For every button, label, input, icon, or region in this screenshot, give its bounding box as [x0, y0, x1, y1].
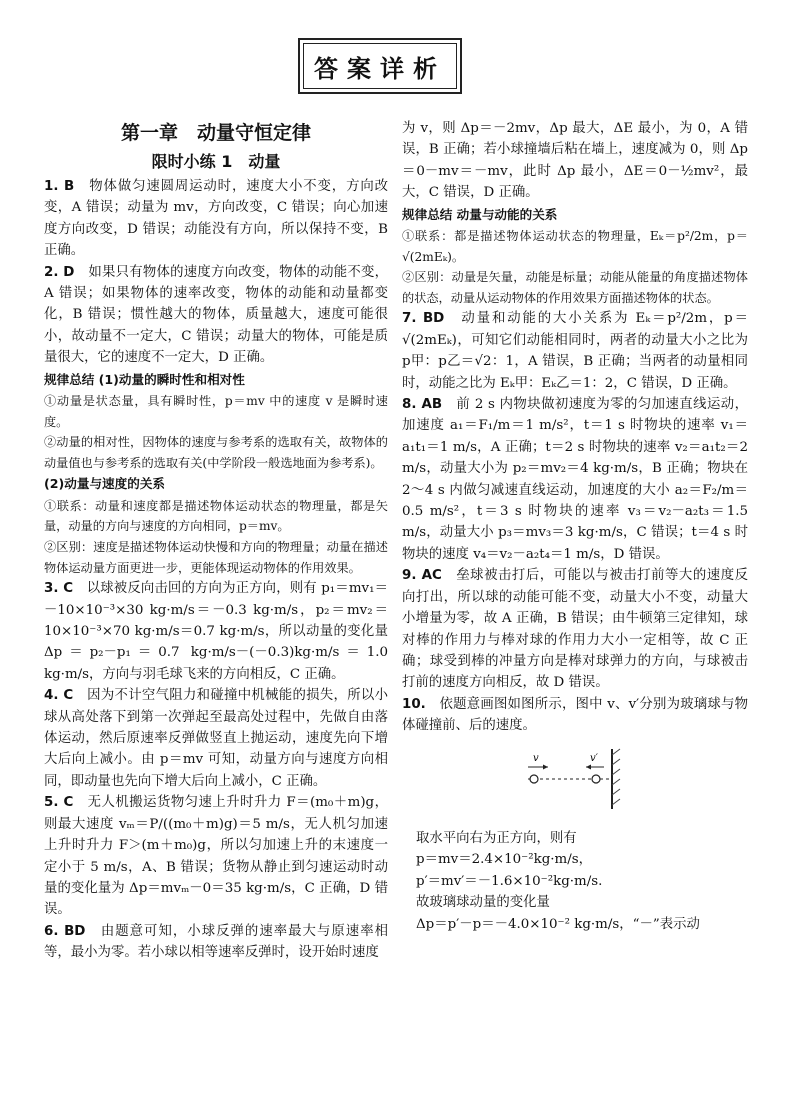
question-number: 5. C: [44, 795, 74, 811]
answer-text: 依题意画图如图所示，图中 v、v′分别为玻璃球与物体碰撞前、后的速度。: [402, 696, 748, 734]
answer-text: 由题意可知，小球反弹的速率最大与原速率相等，最小为零。若小球以相等速率反弹时，设开始时速度: [44, 923, 388, 961]
answer-paragraph: [402, 565, 748, 693]
answer-text: (1)动量的瞬时性和相对性: [98, 371, 245, 387]
answer-text: 动量与动能的关系: [456, 206, 558, 222]
chapter-title: 第一章 动量守恒定律: [120, 122, 311, 144]
question-number: 6. BD: [44, 923, 86, 939]
answer-text: ②区别：动量是矢量，动能是标量；动能从能量的角度描述物体的状态，动量从运动物体的作用效果方面描述物体的状态。: [402, 270, 748, 305]
question-number: 7. BD: [402, 311, 445, 327]
answer-text: 动量和动能的大小关系为 Eₖ＝p²/2m，p＝√(2mEₖ)，可知它们动能相同时，两者的动量大小之比为 p甲：p乙＝√2：1，A 错误，B 正确；当两者的动量相同时，动能之比为 Eₖ甲：Eₖ乙＝1：2，C 错误，D 正确。: [402, 311, 749, 391]
question-number: 4. C: [44, 688, 74, 704]
collision-diagram: [520, 745, 640, 813]
answer-paragraph: [44, 391, 388, 432]
answer-text: ②区别：速度是描述物体运动快慢和方向的物理量；动量在描述物体运动量方面更进一步，更能体现运动物体的作用效果。: [44, 540, 388, 575]
answer-paragraph: [44, 432, 388, 473]
solution-line: p＝mv＝2.4×10⁻²kg·m/s，: [416, 852, 593, 868]
question-number: 3. C: [44, 581, 74, 597]
summary-label: 规律总结: [402, 206, 453, 222]
answer-text: (2)动量与速度的关系: [44, 476, 166, 492]
answer-paragraph: [402, 204, 748, 226]
answer-paragraph: [44, 578, 388, 685]
label-v-prime: v′: [590, 752, 598, 764]
answer-text: ②动量的相对性，因物体的速度与参考系的选取有关，故物体的动量值也与参考系的选取有关(中学阶段一般选地面为参考系)。: [44, 435, 388, 470]
answer-text: 垒球被击打后，可能以与被击打前等大的速度反向打出，所以球的动能可能不变，动量大小不变，动量大小增量为零，故 A 正确，B 错误；由牛顿第三定律知，球对棒的作用力与棒对球的作用力大小一定相等，故 C 正确；球受到棒的冲量方向是棒对球弹力的方向，与球被击打前的速度方向相反，故 D 错误。: [402, 568, 749, 691]
left-answers: [44, 176, 388, 964]
right-tail: [402, 828, 748, 935]
question-number: 1. B: [44, 179, 75, 194]
answer-paragraph: [44, 176, 388, 262]
summary-label: 规律总结: [44, 371, 95, 387]
answer-paragraph: [402, 118, 748, 204]
answer-text: 前 2 s 内物块做初速度为零的匀加速直线运动，加速度 a₁＝F₁/m＝1 m/s²，t＝1 s 时物块的速率 v₁＝a₁t₁＝1 m/s，A 正确；t＝2 s 时物块的速率 v₂＝a₁t₂＝2 m/s，动量大小为 p₂＝mv₂＝4 kg·m/s，B 正确；物块在 2～4 s 内做匀减速直线运动，加速度的大小 a₂＝F₂/m＝0.5 m/s²，t＝3 s 时物块的速率 v₃＝v₂－a₂t₃＝1.5 m/s，动量大小 p₃＝mv₃＝3 kg·m/s，C 错误；t＝4 s 时物块的速度 v₄＝v₂－a₂t₄＝1 m/s，D 错误。: [402, 397, 748, 562]
solution-line: p′＝mv′＝－1.6×10⁻²kg·m/s.: [416, 873, 603, 889]
answer-text: 以球被反向击回的方向为正方向，则有 p₁＝mv₁＝－10×10⁻³×30 kg·m/s＝－0.3 kg·m/s，p₂＝mv₂＝10×10⁻³×70 kg·m/s＝0.7 kg·m/s，所以动量的变化量 Δp＝p₂－p₁＝0.7 kg·m/s－(－0.3)kg·m/s＝1.0 kg·m/s，方向与羽毛球飞来的方向相反，C 正确。: [44, 581, 388, 682]
answer-paragraph: [44, 496, 388, 537]
answer-text: 物体做匀速圆周运动时，速度大小不变，方向改变，A 错误；动量为 mv，方向改变，C 错误；向心加速度方向改变，D 错误；动能没有方向，所以保持不变，B 正确。: [44, 179, 388, 259]
right-column: [402, 118, 748, 935]
answer-paragraph: [402, 226, 748, 267]
solution-line: Δp＝p′－p＝－4.0×10⁻² kg·m/s，“－”表示动: [416, 916, 700, 932]
answer-paragraph: [44, 473, 388, 495]
answer-paragraph: [402, 308, 748, 394]
answer-paragraph: [44, 262, 388, 369]
label-v: v: [533, 752, 539, 764]
question-number: 9. AC: [402, 568, 442, 584]
question-number: 2. D: [44, 264, 75, 280]
answer-text: ①联系：动量和速度都是描述物体运动状态的物理量，都是矢量，动量的方向与速度的方向相同，p＝mv。: [44, 498, 388, 534]
answer-text: 为 v，则 Δp＝－2mv，Δp 最大，ΔE 最小，为 0，A 错误，B 正确；若小球撞墙后粘在墙上，速度减为 0，则 Δp＝0－mv＝－mv，此时 Δp 最小，ΔE＝0－½mv²，最大，C 错误，D 正确。: [402, 121, 748, 201]
solution-line: 取水平向右为正方向，则有: [416, 830, 577, 846]
answer-text: 因为不计空气阻力和碰撞中机械能的损失，所以小球从高处落下到第一次弹起至最高处过程中，先做自由落体运动，然后原速率反弹做竖直上抛运动，速度先向下增大后向上减小。由 p＝mv 可知，动量方向与速度方向相同，即动量也先向下增大后向上减小，C 正确。: [44, 688, 388, 789]
answer-paragraph: [44, 537, 388, 578]
question-number: 10.: [402, 696, 426, 712]
answer-paragraph: [44, 369, 388, 391]
answer-banner: [298, 38, 462, 94]
answer-text: 如果只有物体的速度方向改变，物体的动能不变，A 错误；如果物体的速率改变，物体的动能和动量都变化，B 错误；惯性越大的物体，质量越大，速度可能很小，故动量不一定大，C 错误；动量大的物体，可能是质量很大，它的速度不一定大，D 正确。: [44, 264, 389, 366]
answer-paragraph: [402, 267, 748, 308]
answer-text: ①动量是状态量，具有瞬时性，p＝mv 中的速度 v 是瞬时速度。: [44, 394, 388, 429]
left-column: [44, 118, 388, 964]
answer-text: ①联系：都是描述物体运动状态的物理量，Eₖ＝p²/2m，p＝√(2mEₖ)。: [402, 229, 748, 264]
answer-paragraph: [402, 694, 748, 737]
right-answers: [402, 118, 748, 737]
answer-paragraph: [44, 685, 388, 792]
answer-paragraph: [44, 792, 388, 920]
answer-paragraph: [44, 921, 388, 964]
banner-title: 答案详析: [303, 43, 457, 89]
answer-text: 无人机搬运货物匀速上升时升力 F＝(m₀＋m)g，则最大速度 vₘ＝P/((m₀＋m)g)＝5 m/s，无人机匀加速上升时升力 F＞(m＋m₀)g，所以匀加速上升的末速度一定小于 5 m/s，A、B 错误；货物从静止到匀速运动时动量的变化量为 Δp＝mvₘ－0＝35 kg·m/s，C 正确，D 错误。: [44, 795, 388, 918]
answer-paragraph: [402, 394, 748, 565]
question-number: 8. AB: [402, 397, 443, 413]
section-title: 限时小练 1 动量: [151, 152, 281, 171]
solution-line: 故玻璃球动量的变化量: [416, 895, 550, 911]
